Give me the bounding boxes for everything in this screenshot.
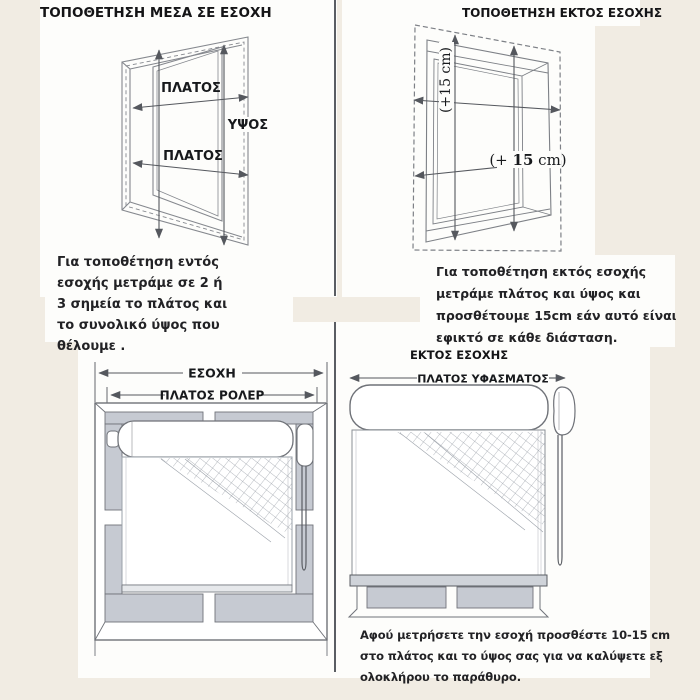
note-outside-recess — [436, 261, 677, 349]
label-fabric-width: ΠΛΑΤΟΣ ΥΦΑΣΜΑΤΟΣ — [417, 372, 549, 386]
fabric-hem-bar — [122, 585, 292, 592]
fabric-hem-bar — [350, 575, 547, 586]
outside-recess-window-diagram — [400, 18, 580, 253]
chain-unit — [297, 424, 313, 466]
pull-chain — [558, 435, 562, 565]
roller-outside-recess-diagram — [345, 360, 580, 622]
label-part: (+ — [489, 151, 513, 169]
roller-bracket-left — [107, 431, 119, 447]
roller-tube — [118, 421, 293, 457]
title-inside-recess: ΤΟΠΟΘΕΤΗΣΗ ΜΕΣΑ ΣΕ ΕΣΟΧΗ — [40, 5, 272, 21]
sill-blocks — [367, 587, 533, 608]
label-recess: ΕΣΟΧΗ — [188, 365, 236, 381]
note-line: ολοκλήρου το παράθυρο. — [360, 670, 521, 684]
note-line: στο πλάτος και το ύψος σας για να καλύψετε εξ — [360, 649, 663, 663]
note-line: Για τοποθέτηση εντός — [57, 255, 219, 270]
note-line: το συνολικό ύψος που — [57, 318, 220, 333]
note-line: προσθέτουμε 15cm εάν αυτό είναι — [436, 308, 677, 323]
label-height: ΥΨΟΣ — [227, 118, 269, 133]
width-arrow-bottom — [133, 163, 248, 175]
divider-top — [334, 0, 336, 296]
inside-recess-window-diagram — [100, 25, 280, 250]
note-inside-recess — [57, 252, 227, 357]
note-line: Για τοποθέτηση εκτός εσοχής — [436, 264, 647, 279]
note-line: θέλουμε . — [57, 339, 126, 354]
title-ektos-esoxis: ΕΚΤΟΣ ΕΣΟΧΗΣ — [410, 348, 509, 362]
label-part-bold: 15 — [512, 151, 534, 169]
label-width-top: ΠΛΑΤΟΣ — [161, 81, 221, 96]
width-arrow-top — [414, 100, 560, 110]
label-height-plus15: (+15 cm) — [438, 46, 454, 114]
roller-tube — [350, 385, 548, 430]
roller-inside-recess-diagram — [85, 358, 340, 658]
note-line: Αφού μετρήσετε την εσοχή προσθέστε 10-15 cm — [360, 628, 670, 642]
title-outside-recess: ΤΟΠΟΘΕΤΗΣΗ ΕΚΤΟΣ ΕΣΟΧΗΣ — [462, 6, 663, 20]
note-line: εσοχής μετράμε σε 2 ή — [57, 276, 223, 291]
window-frame — [413, 25, 561, 251]
note-bottom — [360, 625, 670, 688]
note-line: μετράμε πλάτος και ύψος και — [436, 286, 641, 301]
note-line: 3 σημεία το πλάτος και — [57, 297, 228, 312]
label-width-bottom: ΠΛΑΤΟΣ — [163, 149, 223, 164]
label-width-plus15 — [489, 151, 566, 169]
chain-bracket — [554, 387, 575, 435]
label-roller-width: ΠΛΑΤΟΣ ΡΟΛΕΡ — [159, 388, 265, 403]
width-arrow-top — [133, 97, 248, 108]
label-part: cm) — [533, 151, 567, 169]
measure-arrows — [133, 45, 248, 245]
window-frame — [122, 37, 248, 245]
note-line: εφικτό σε κάθε διάσταση. — [436, 330, 618, 345]
